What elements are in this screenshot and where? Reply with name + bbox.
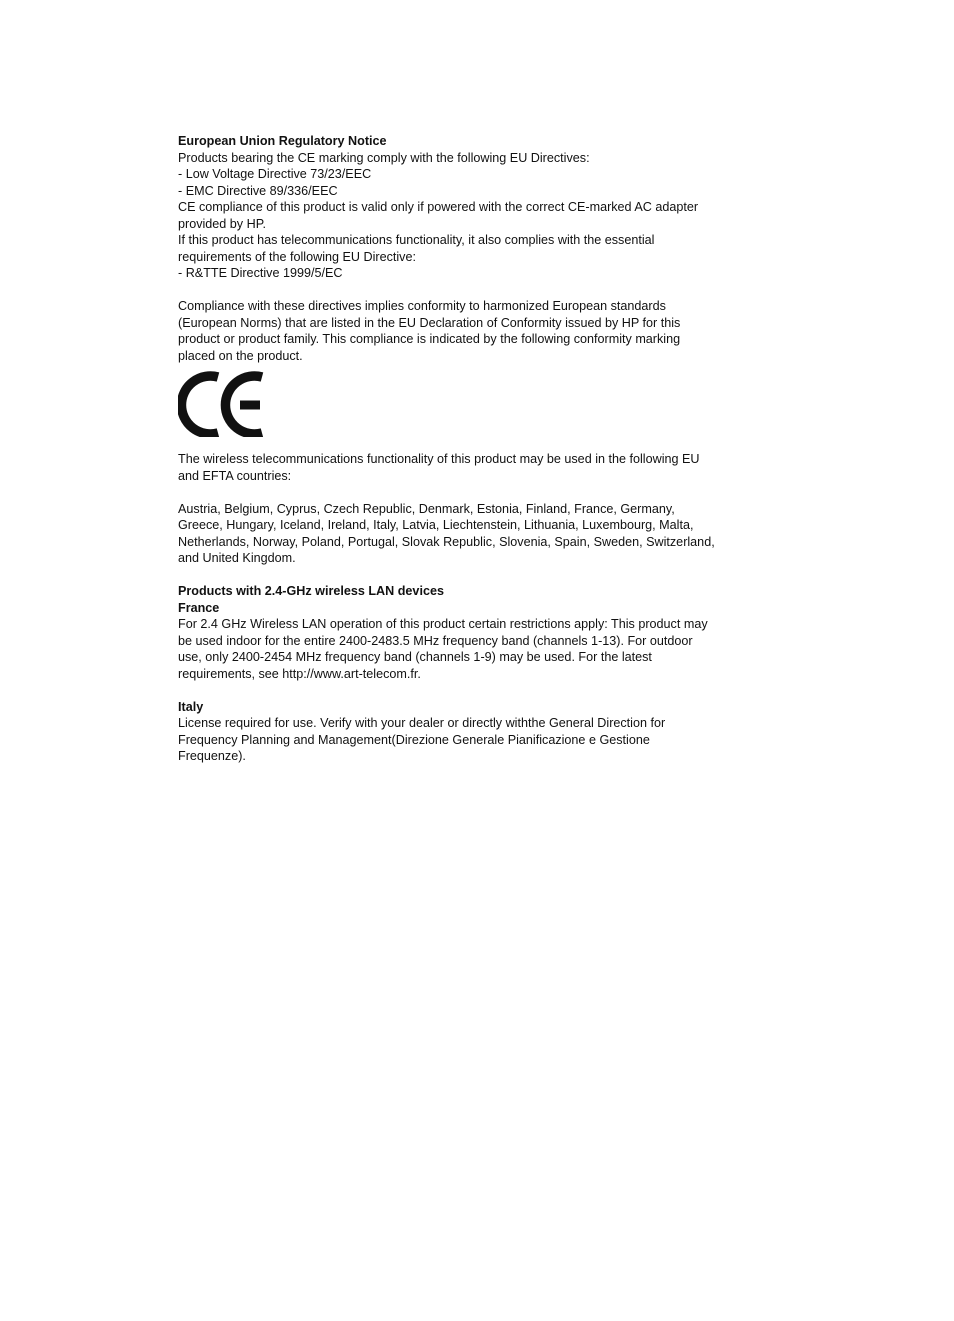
adapter-text-line: CE compliance of this product is valid only if powered with the correct CE-marked AC adapter (178, 200, 699, 214)
countries-text-line: Austria, Belgium, Cyprus, Czech Republic, Denmark, Estonia, Finland, France, Germany, (178, 501, 675, 516)
directive-item: - EMC Directive 89/336/EEC (178, 183, 338, 198)
italy-text-line: License required for use. Verify with your dealer or directly withthe General Direction for (178, 716, 666, 730)
eu-notice-heading: European Union Regulatory Notice (178, 134, 387, 148)
spacer (178, 282, 778, 299)
regulatory-document (178, 133, 778, 765)
rtte-directive-item: - R&TTE Directive 1999/5/EC (178, 266, 343, 280)
italy-heading: Italy (178, 699, 204, 714)
countries-text-line: Greece, Hungary, Iceland, Ireland, Italy, Latvia, Liechtenstein, Lithuania, Luxembourg, Malta, (178, 518, 694, 532)
conformity-text-line: Compliance with these directives implies conformity to harmonized European standards (178, 299, 666, 313)
adapter-text-line: provided by HP. (178, 216, 266, 231)
spacer (178, 567, 778, 584)
france-text-line: For 2.4 GHz Wireless LAN operation of this product certain restrictions apply: This product may (178, 617, 708, 631)
france-text-line: requirements, see http://www.art-telecom.fr. (178, 666, 421, 681)
telecom-text-line: If this product has telecommunications functionality, it also complies with the essential (178, 233, 655, 247)
eu-notice-intro: Products bearing the CE marking comply with the following EU Directives: (178, 150, 590, 165)
countries-text-line: Netherlands, Norway, Poland, Portugal, Slovak Republic, Slovenia, Spain, Sweden, Switzerland, (178, 534, 715, 549)
directive-item: - Low Voltage Directive 73/23/EEC (178, 167, 372, 181)
wireless-text-line: and EFTA countries: (178, 468, 292, 483)
conformity-text-line: product or product family. This compliance is indicated by the following conformity marking (178, 332, 681, 346)
conformity-text-line: placed on the product. (178, 348, 303, 363)
lan-heading: Products with 2.4-GHz wireless LAN devices (178, 584, 444, 598)
ce-mark-icon (178, 371, 778, 437)
spacer (178, 484, 778, 501)
conformity-text-line: (European Norms) that are listed in the EU Declaration of Conformity issued by HP for this (178, 315, 681, 330)
france-text-line: use, only 2400-2454 MHz frequency band (channels 1-9) may be used. For the latest (178, 650, 652, 664)
france-heading: France (178, 600, 220, 615)
france-text-line: be used indoor for the entire 2400-2483.5 MHz frequency band (channels 1-13). For outdoor (178, 633, 693, 648)
countries-text-line: and United Kingdom. (178, 551, 296, 565)
italy-text-line: Frequenze). (178, 749, 246, 763)
spacer (178, 682, 778, 699)
telecom-text-line: requirements of the following EU Directive: (178, 249, 416, 264)
italy-text-line: Frequency Planning and Management(Direzione Generale Pianificazione e Gestione (178, 732, 650, 747)
wireless-text-line: The wireless telecommunications functionality of this product may be used in the following EU (178, 452, 700, 466)
